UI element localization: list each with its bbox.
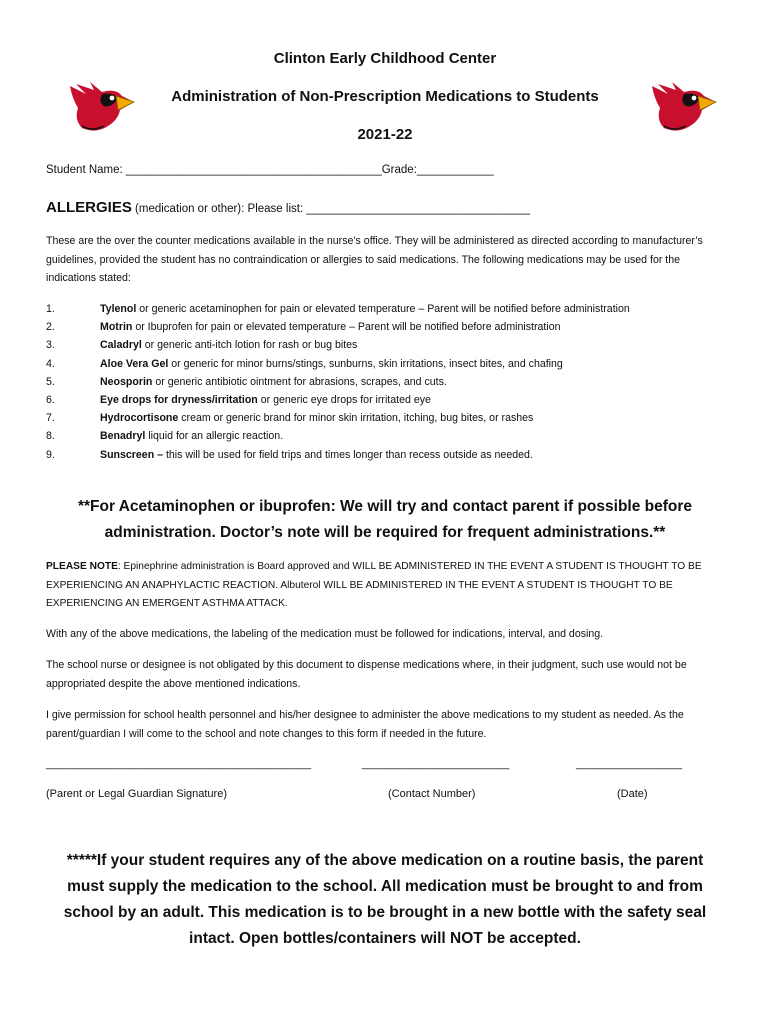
student-name-grade-line[interactable]: Student Name: ________________________________________Grade:____________	[46, 164, 494, 176]
list-item: 1. Tylenol or generic acetaminophen for pain or elevated temperature – Parent will be notified before administration	[46, 303, 630, 315]
please-note-paragraph	[46, 558, 726, 614]
list-item: 4. Aloe Vera Gel or generic for minor burns/stings, sunburns, skin irritations, insect bites, and chafing	[46, 357, 563, 370]
list-item: 8. Benadryl liquid for an allergic reaction.	[46, 430, 284, 443]
please-note-label: PLEASE NOTE	[46, 561, 118, 572]
allergies-prompt: (medication or other): Please list: ___________________________________	[131, 203, 531, 215]
date-line[interactable]: __________________	[576, 758, 683, 770]
medications-list	[46, 300, 726, 464]
list-item: 6. Eye drops for dryness/irritation or generic eye drops for irritated eye	[46, 393, 431, 406]
allergies-line[interactable]	[46, 199, 530, 217]
signature-label: (Parent or Legal Guardian Signature)	[46, 788, 227, 800]
list-item: 3. Caladryl or generic anti-itch lotion for rash or bug bites	[46, 339, 358, 352]
list-item: 7. Hydrocortisone cream or generic brand for minor skin irritation, itching, bug bites, or rashes	[46, 412, 534, 425]
date-label: (Date)	[617, 788, 648, 800]
form-title: Administration of Non-Prescription Medications to Students	[171, 88, 599, 105]
list-item: 9. Sunscreen – this will be used for field trips and times longer than recess outside as needed.	[46, 448, 533, 461]
labeling-paragraph: With any of the above medications, the labeling of the medication must be followed for indications, interval, and dosing.	[46, 628, 604, 640]
school-name: Clinton Early Childhood Center	[273, 50, 497, 67]
please-note-text: : Epinephrine administration is Board approved and WILL BE ADMINISTERED IN THE EVENT A STUDENT IS THOUGHT TO BE EXPERIENCING AN ANAPHYLACTIC REACTION. Albuterol WILL BE ADMINISTERED IN THE EVENT A STUDENT IS THOUGHT TO BE EXPERIENCING AN EMERGENT ASTHMA ATTACK.	[46, 561, 702, 609]
permission-paragraph: I give permission for school health personnel and his/her designee to administer the above medications to my student as needed. As the parent/guardian I will come to the school and note changes to this form if needed in the future.	[46, 709, 684, 740]
final-note: *****If your student requires any of the above medication on a routine basis, the parent must supply the medication to the school. All medication must be brought to and from school by an adult. This medication is to be brought in a new bottle with the safety seal intact. Open bottles/containers will NOT be accepted.	[63, 852, 707, 947]
list-item: 2. Motrin or Ibuprofen for pain or elevated temperature – Parent will be notified before administration	[46, 321, 561, 334]
acetaminophen-note: **For Acetaminophen or ibuprofen: We will try and contact parent if possible before administration. Doctor’s note will be required for frequent administrations.**	[77, 498, 693, 541]
nurse-paragraph: The school nurse or designee is not obligated by this document to dispense medications where, in their judgment, such use would not be appropriated despite the above mentioned indications.	[46, 659, 687, 690]
contact-number-label: (Contact Number)	[388, 788, 476, 800]
school-year: 2021-22	[357, 126, 413, 143]
contact-number-line[interactable]: _________________________	[362, 758, 510, 770]
signature-line[interactable]: _____________________________________________	[46, 758, 312, 770]
allergies-label: ALLERGIES	[46, 199, 132, 216]
list-item: 5. Neosporin or generic antibiotic ointment for abrasions, scrapes, and cuts.	[46, 375, 447, 388]
intro-paragraph: These are the over the counter medications available in the nurse’s office. They will be administered as directed according to manufacturer’s guidelines, provided the student has no contraindication or allergies to said medications. The following medications may be used for the indications stated:	[46, 235, 703, 284]
